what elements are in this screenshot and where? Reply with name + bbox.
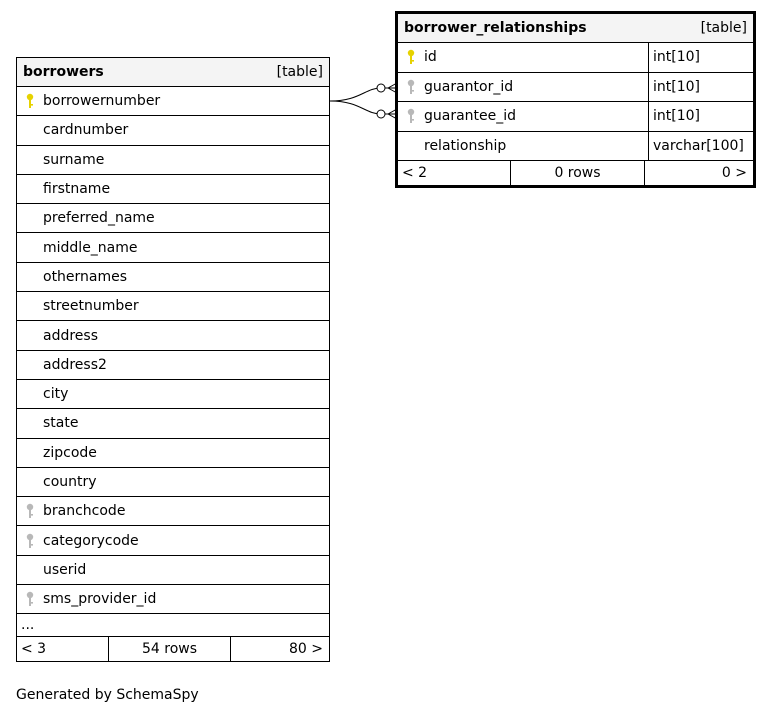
column-name: branchcode xyxy=(43,503,126,520)
column-row[interactable] xyxy=(17,87,329,116)
children-count: 80 > xyxy=(289,641,323,658)
column-name: country xyxy=(43,474,97,490)
column-name-cell xyxy=(398,132,649,161)
column-row[interactable] xyxy=(17,497,329,526)
column-row[interactable] xyxy=(398,132,753,162)
column-name: sms_provider_id xyxy=(43,591,157,608)
column-list xyxy=(398,43,753,161)
table-kind: [table] xyxy=(700,20,747,36)
column-name: firstname xyxy=(43,181,111,198)
column-row[interactable] xyxy=(17,468,329,497)
column-row[interactable] xyxy=(17,204,329,233)
more-columns: ... xyxy=(17,614,329,637)
table-name: borrowers xyxy=(23,64,104,80)
column-name: relationship xyxy=(424,137,507,154)
children-count: 0 > xyxy=(721,165,747,181)
column-name: borrowernumber xyxy=(43,93,161,110)
column-list xyxy=(17,87,329,614)
column-row[interactable] xyxy=(17,146,329,175)
column-row[interactable] xyxy=(17,585,329,614)
table-header xyxy=(398,14,753,43)
column-type: int[10] xyxy=(653,49,700,66)
foreign-key-icon xyxy=(398,108,424,124)
column-name: state xyxy=(43,415,79,432)
foreign-key-icon xyxy=(17,591,43,607)
column-type: int[10] xyxy=(653,108,700,125)
borrower-relationships-table[interactable] xyxy=(395,11,756,188)
column-name: guarantor_id xyxy=(424,78,514,95)
column-name: address2 xyxy=(43,356,107,373)
primary-key-icon xyxy=(17,93,43,109)
parents-count: < 2 xyxy=(398,161,511,185)
column-name: guarantee_id xyxy=(424,108,517,125)
column-row[interactable] xyxy=(17,409,329,438)
foreign-key-icon xyxy=(398,79,424,95)
column-name: cardnumber xyxy=(43,122,129,139)
column-row[interactable] xyxy=(17,292,329,321)
row-count: 0 rows xyxy=(511,161,645,185)
column-name: id xyxy=(424,49,437,66)
zero-many-marker xyxy=(377,110,385,118)
primary-key-icon xyxy=(398,49,424,65)
column-name: userid xyxy=(43,561,87,578)
column-type: varchar[100] xyxy=(653,137,744,154)
column-name: othernames xyxy=(43,268,128,285)
column-name: preferred_name xyxy=(43,210,155,227)
table-name: borrower_relationships xyxy=(404,20,587,36)
column-name: zipcode xyxy=(43,444,97,461)
row-count: 54 rows xyxy=(109,637,231,661)
column-row[interactable] xyxy=(17,321,329,350)
column-row[interactable] xyxy=(17,351,329,380)
zero-many-marker xyxy=(377,84,385,92)
borrowers-table[interactable] xyxy=(16,57,330,662)
column-row[interactable] xyxy=(398,43,753,73)
column-row[interactable] xyxy=(17,439,329,468)
column-row[interactable] xyxy=(17,263,329,292)
column-row[interactable] xyxy=(17,116,329,145)
column-type: int[10] xyxy=(653,78,700,95)
column-row[interactable] xyxy=(17,556,329,585)
column-name: surname xyxy=(43,151,105,168)
table-footer xyxy=(398,161,753,185)
generated-by-caption: Generated by SchemaSpy xyxy=(16,687,199,703)
column-row[interactable] xyxy=(398,102,753,132)
foreign-key-icon xyxy=(17,503,43,519)
column-row[interactable] xyxy=(17,526,329,555)
column-name: middle_name xyxy=(43,239,138,256)
column-name: city xyxy=(43,386,69,403)
table-kind: [table] xyxy=(276,64,323,80)
column-row[interactable] xyxy=(17,380,329,409)
parents-count: < 3 xyxy=(17,637,109,661)
column-row[interactable] xyxy=(17,233,329,262)
foreign-key-icon xyxy=(17,533,43,549)
table-footer xyxy=(17,637,329,661)
table-header xyxy=(17,58,329,87)
column-name: categorycode xyxy=(43,532,139,549)
column-name-cell xyxy=(398,102,649,131)
column-name-cell xyxy=(398,73,649,102)
column-name: address xyxy=(43,327,99,344)
column-row[interactable] xyxy=(17,175,329,204)
column-name-cell xyxy=(398,43,649,72)
column-row[interactable] xyxy=(398,73,753,103)
column-name: streetnumber xyxy=(43,298,139,315)
